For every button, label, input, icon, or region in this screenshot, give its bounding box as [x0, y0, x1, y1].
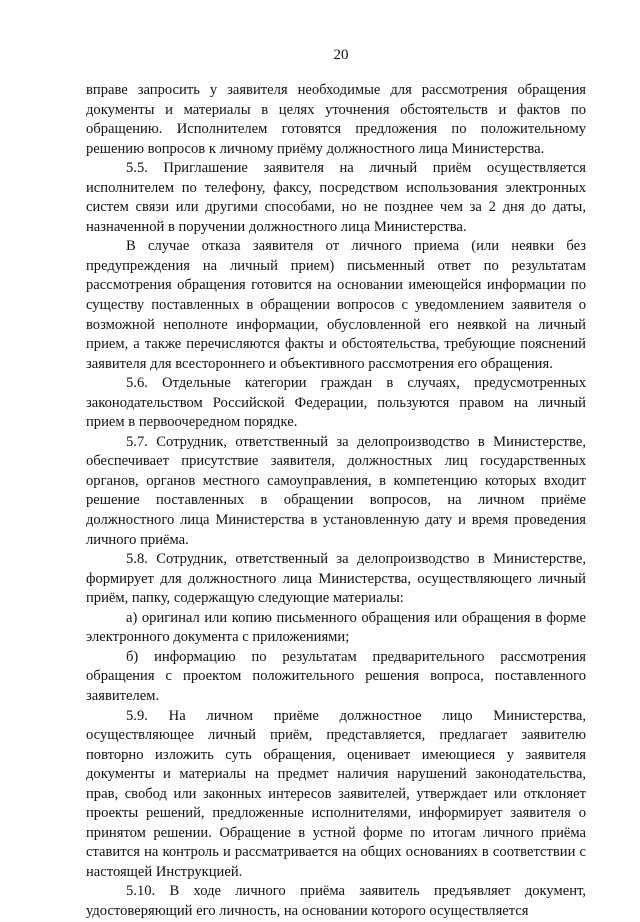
page-number: 20: [333, 47, 349, 63]
paragraph-5-8: 5.8. Сотрудник, ответственный за делопроизводство в Министерстве, формирует для должностного лица Министерства, осуществляющего личный приём, папку, содержащую следующие материалы:: [86, 551, 586, 607]
paragraph-5-10: 5.10. В ходе личного приёма заявитель предъявляет документ, удостоверяющий его личность, на основании которого осуществляется: [86, 883, 586, 919]
paragraph-5-7: 5.7. Сотрудник, ответственный за делопроизводство в Министерстве, обеспечивает присутствие заявителя, должностных лиц государственных органов, органов местного самоуправления, в компетенцию которых входит решение поставленных в обращении вопросов, на личном приёме должностного лица Министерства в установленную дату и время проведения личного приёма.: [86, 433, 586, 548]
paragraph-refusal: В случае отказа заявителя от личного приема (или неявки без предупреждения на личный прием) письменный ответ по результатам рассмотрения обращения готовится на основании имеющейся информации по существу поставленных в обращении вопросов с уведомлением заявителя о возможной неполноте информации, обусловленной его неявкой на личный прием, а также перечисляются факты и обстоятельства, требующие пояснений заявителя для всестороннего и объективного рассмотрения его обращения.: [86, 238, 586, 372]
paragraph-5-5: 5.5. Приглашение заявителя на личный приём осуществляется исполнителем по телефону, факсу, посредством использования электронных систем связи или другими способами, но не позднее чем за 2 дня до даты, назначенной в поручении должностного лица Министерства.: [86, 160, 586, 235]
paragraph-5-8-b: б) информацию по результатам предварительного рассмотрения обращения с проектом положительного решения вопроса, поставленного заявителем.: [86, 648, 586, 704]
paragraph-5-6: 5.6. Отдельные категории граждан в случаях, предусмотренных законодательством Российской Федерации, пользуются правом на личный прием в первоочередном порядке.: [86, 375, 586, 431]
paragraph-5-9: 5.9. На личном приёме должностное лицо Министерства, осуществляющее личный приём, представляется, предлагает заявителю повторно изложить суть обращения, оценивает имеющиеся у заявителя документы и материалы на предмет наличия нарушений законодательства, прав, свобод или законных интересов заявителей, утверждает или отклоняет проекты решений, предложенные исполнителями, информирует заявителя о принятом решении. Обращение в устной форме по итогам личного приёма ставится на контроль и рассматривается на общих основаниях в соответствии с настоящей Инструкцией.: [86, 707, 586, 880]
paragraph-continuation: вправе запросить у заявителя необходимые для рассмотрения обращения документы и материалы в целях уточнения обстоятельств и фактов по обращению. Исполнителем готовятся предложения по положительному решению вопросов к личному приёму должностного лица Министерства.: [86, 82, 586, 157]
paragraph-5-8-a: а) оригинал или копию письменного обращения или обращения в форме электронного документа с приложениями;: [86, 609, 586, 646]
